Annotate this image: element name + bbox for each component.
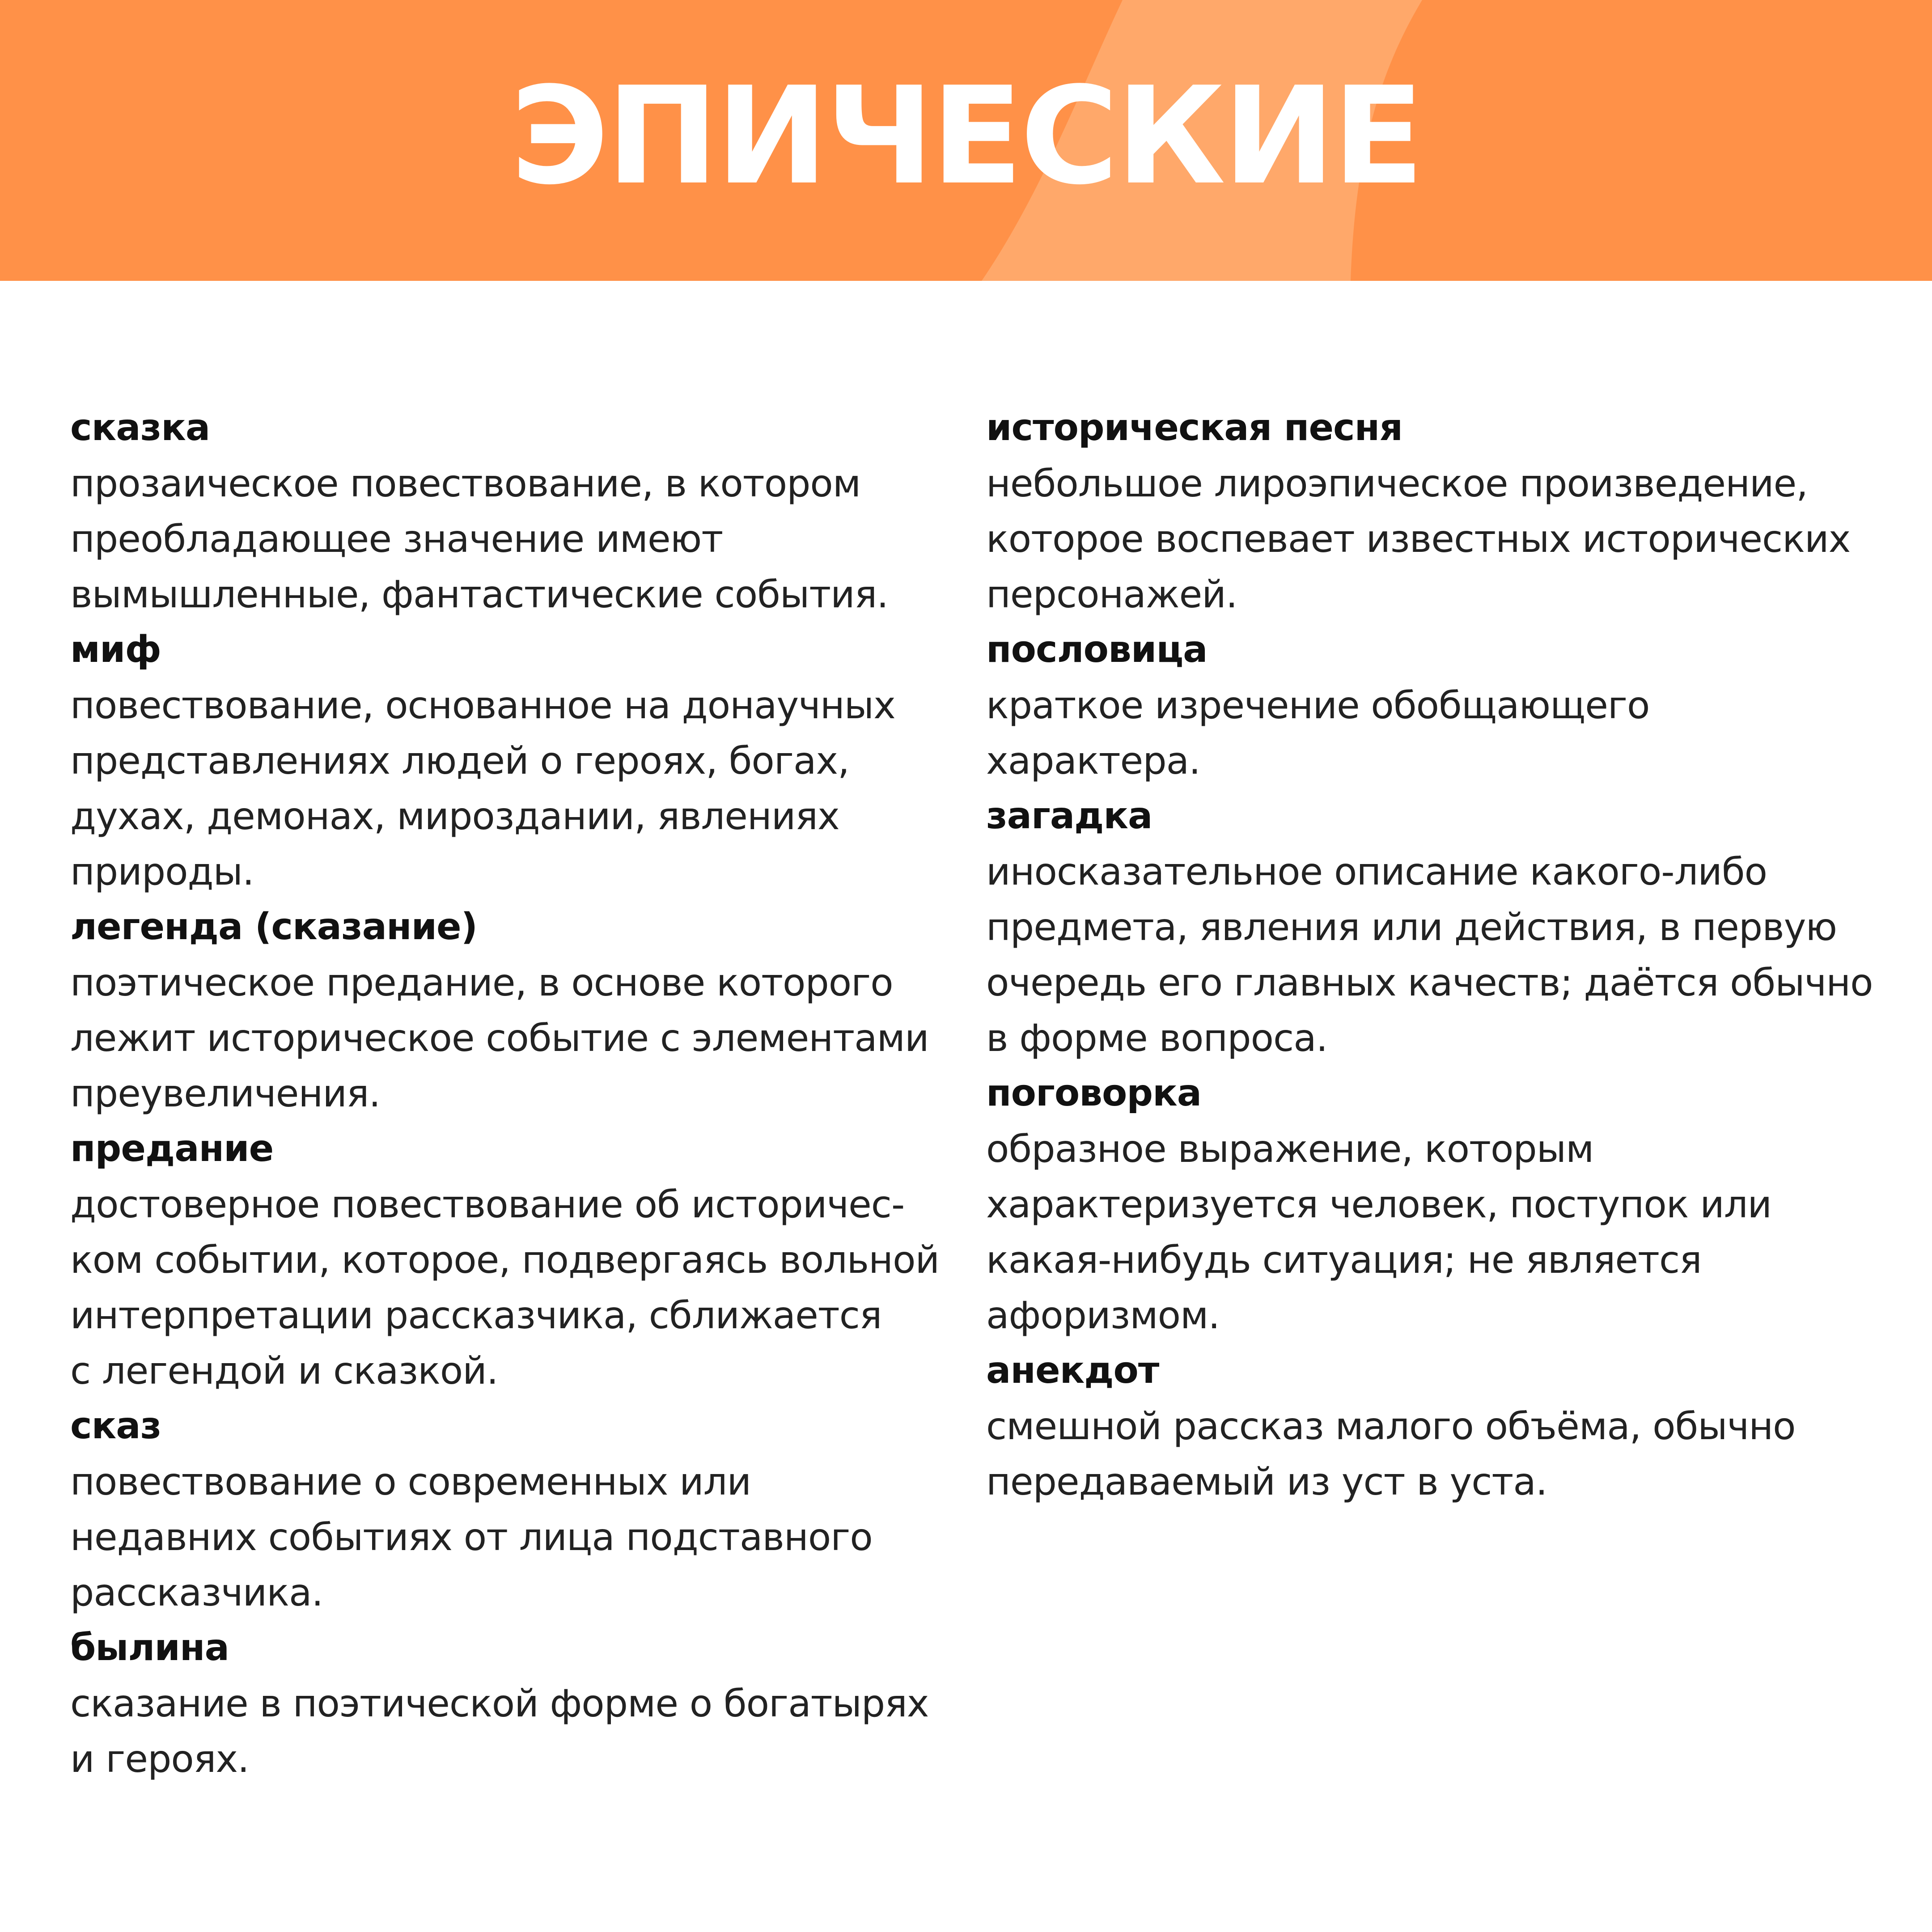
definition-line: преобладающее значение имеют <box>70 517 723 561</box>
definition-line: смешной рассказ малого объёма, обычно <box>986 1404 1796 1448</box>
definition-line: характеризуется человек, поступок или <box>986 1182 1772 1226</box>
entry-istoricheskaya-pesnya <box>986 400 1881 622</box>
definition-line: сказание в поэтической форме о богатырях <box>70 1682 929 1725</box>
definition-line: которое воспевает известных исторических <box>986 517 1851 561</box>
term: анекдот <box>986 1349 1159 1392</box>
term: сказ <box>70 1405 161 1447</box>
definition-line: иносказательное описание какого-либо <box>986 850 1767 894</box>
definition-line: передаваемый из уст в уста. <box>986 1460 1547 1504</box>
entry-bylina <box>70 1620 974 1787</box>
left-column <box>70 400 974 1787</box>
entry-zagadka <box>986 788 1881 1066</box>
definition-line: повествование, основанное на донаучных <box>70 683 895 727</box>
definition-line: прозаическое повествование, в котором <box>70 462 861 505</box>
definition-line: персонажей. <box>986 572 1237 616</box>
definition-line: недавних событиях от лица подставного <box>70 1515 873 1559</box>
term: пословица <box>986 628 1208 671</box>
definition-line: ком событии, которое, подвергаясь вольной <box>70 1238 940 1282</box>
term: предание <box>70 1127 274 1170</box>
definition-line: рассказчика. <box>70 1571 323 1614</box>
definition-line: повествование о современных или <box>70 1460 751 1504</box>
definition-line: и героях. <box>70 1737 249 1781</box>
page-title: ЭПИЧЕСКИЕ <box>510 58 1422 214</box>
entry-anekdot <box>986 1343 1881 1509</box>
definition-line: вымышленные, фантастические события. <box>70 572 888 616</box>
definition-line: лежит историческое событие с элементами <box>70 1016 929 1060</box>
term: миф <box>70 628 161 671</box>
definition-line: представлениях людей о героях, богах, <box>70 739 849 783</box>
definition-line: с легендой и сказкой. <box>70 1349 498 1393</box>
definition-line: интерпретации рассказчика, сближается <box>70 1293 882 1337</box>
right-column <box>986 400 1881 1509</box>
definition-line: какая-нибудь ситуация; не является <box>986 1238 1702 1282</box>
term: сказка <box>70 407 210 449</box>
term: легенда (сказание) <box>70 906 478 948</box>
definition-line: природы. <box>70 850 254 894</box>
definition-line: краткое изречение обобщающего <box>986 683 1650 727</box>
entry-pogovorka <box>986 1066 1881 1343</box>
definition-line: в форме вопроса. <box>986 1016 1328 1060</box>
definition-line: духах, демонах, мироздании, явлениях <box>70 794 839 838</box>
term: историческая песня <box>986 407 1402 449</box>
term: былина <box>70 1627 229 1669</box>
definition-line: достоверное повествование об историчес- <box>70 1182 905 1226</box>
entry-skaz <box>70 1398 974 1620</box>
definition-line: афоризмом. <box>986 1293 1220 1337</box>
definition-line: предмета, явления или действия, в первую <box>986 905 1837 949</box>
entry-legenda <box>70 899 974 1121</box>
term: загадка <box>986 795 1152 837</box>
definition-line: образное выражение, которым <box>986 1127 1594 1171</box>
definition-line: очередь его главных качеств; даётся обычно <box>986 961 1873 1004</box>
entry-poslovitsa <box>986 622 1881 788</box>
definition-line: поэтическое предание, в основе которого <box>70 961 893 1004</box>
term: поговорка <box>986 1072 1202 1114</box>
entry-predanie <box>70 1121 974 1398</box>
entry-skazka <box>70 400 974 622</box>
definition-line: преувеличения. <box>70 1072 381 1115</box>
definition-line: небольшое лироэпическое произведение, <box>986 462 1808 505</box>
header-banner <box>0 0 1932 281</box>
definition-line: характера. <box>986 739 1200 783</box>
entry-mif <box>70 622 974 899</box>
